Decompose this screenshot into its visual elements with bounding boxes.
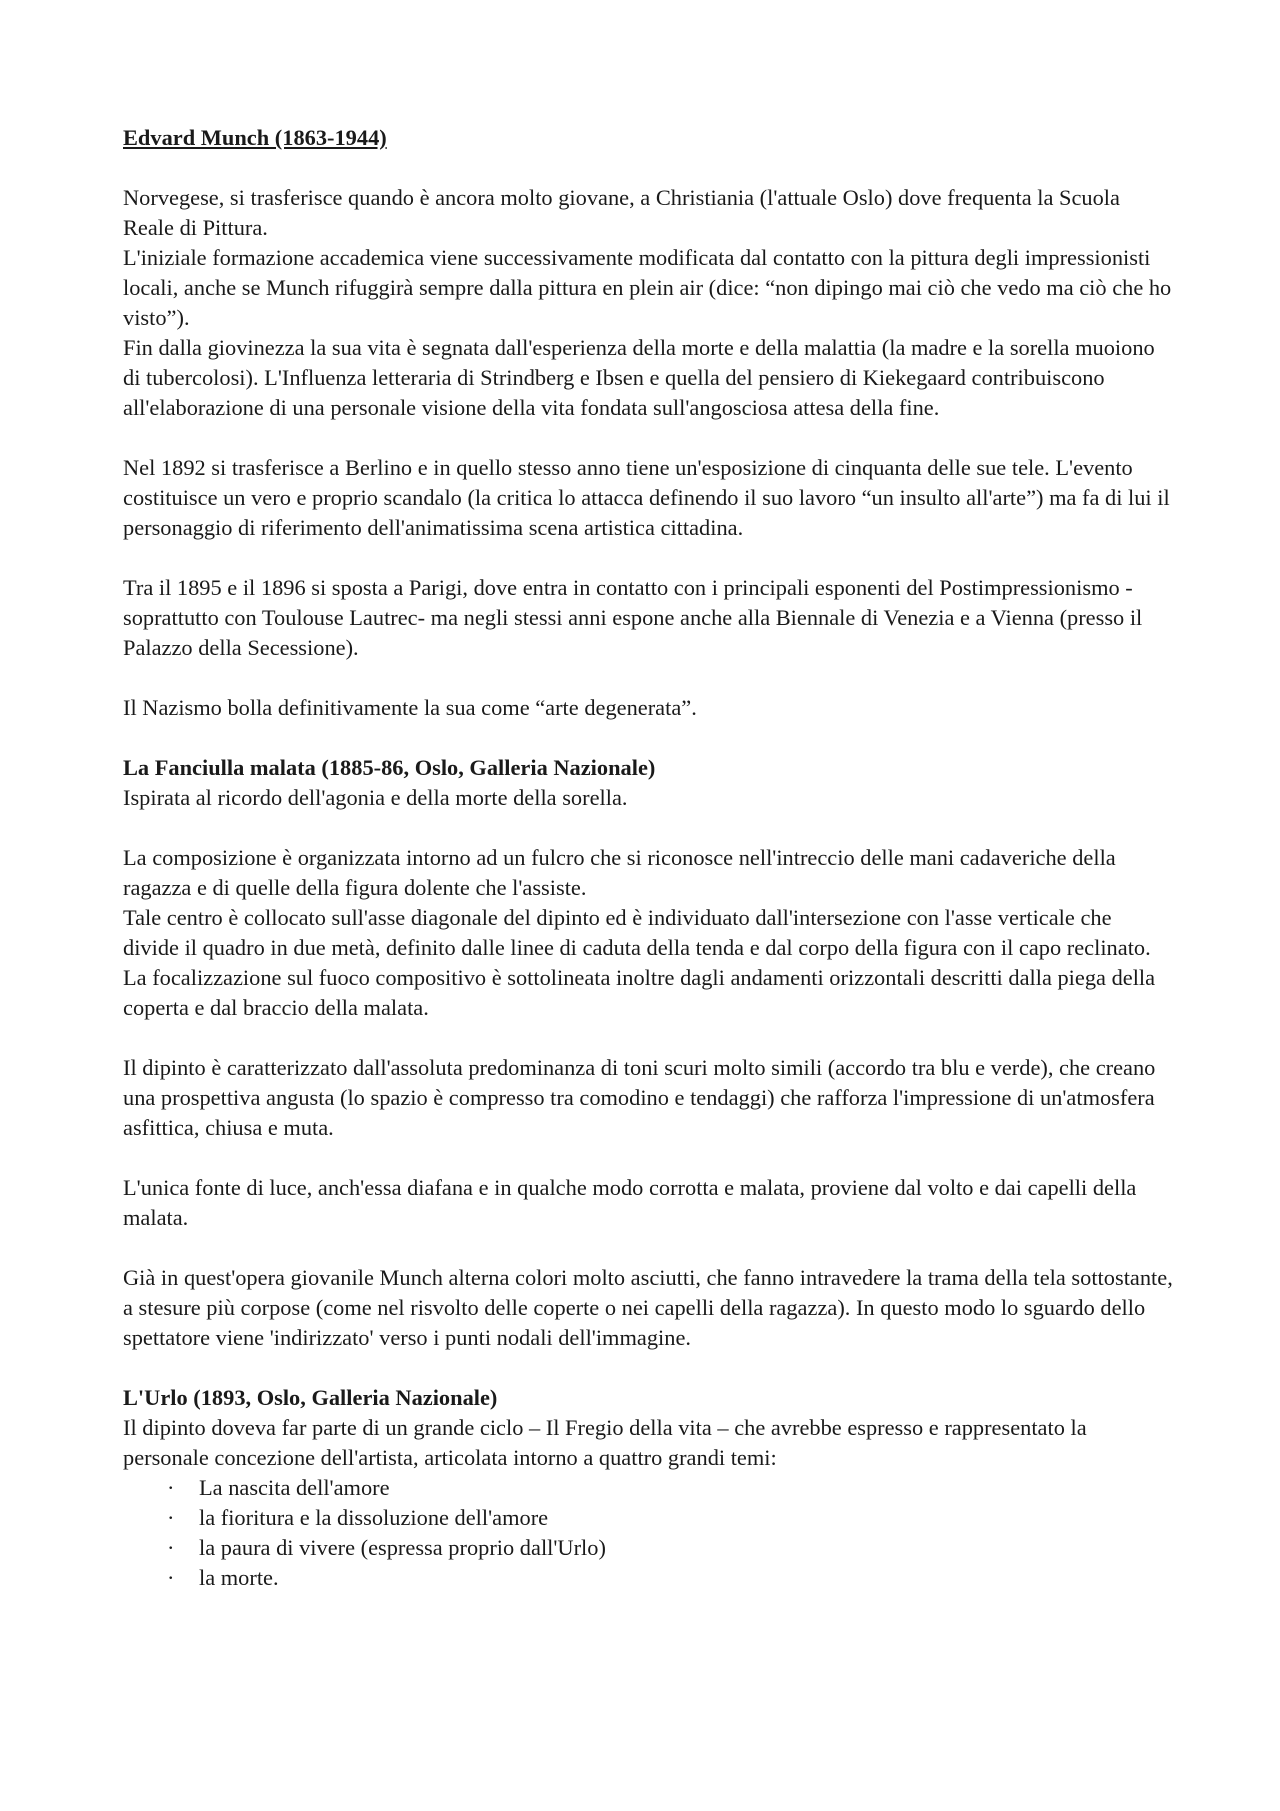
paragraph: Il dipinto doveva far parte di un grande ciclo – Il Fregio della vita – che avrebbe espresso e rappresentato la personale concezione dell'artista, articolata intorno a quattro grandi temi: — [123, 1415, 1087, 1470]
list-item: · la paura di vivere (espressa proprio dall'Urlo) — [165, 1533, 1173, 1563]
section-heading-fanciulla: La Fanciulla malata (1885-86, Oslo, Galleria Nazionale) — [123, 755, 656, 780]
paragraph: Norvegese, si trasferisce quando è ancora molto giovane, a Christiania (l'attuale Oslo) dove frequenta la Scuola Reale di Pittura. — [123, 185, 1120, 240]
paragraph: La composizione è organizzata intorno ad un fulcro che si riconosce nell'intreccio delle mani cadaveriche della ragazza e di quelle della figura dolente che l'assiste. — [123, 845, 1116, 900]
paragraph: Nel 1892 si trasferisce a Berlino e in quello stesso anno tiene un'esposizione di cinquanta delle sue tele. L'evento costituisce un vero e proprio scandalo (la critica lo attacca definendo il suo lavoro “un insulto all'arte”) ma fa di lui il personaggio di riferimento dell'animatissima scena artistica cittadina. — [123, 455, 1170, 540]
section-heading-urlo: L'Urlo (1893, Oslo, Galleria Nazionale) — [123, 1385, 498, 1410]
document-page — [123, 123, 1173, 1593]
paragraph: Il Nazismo bolla definitivamente la sua come “arte degenerata”. — [123, 695, 697, 720]
paragraph: Tale centro è collocato sull'asse diagonale del dipinto ed è individuato dall'intersezione con l'asse verticale che divide il quadro in due metà, definito dalle linee di caduta della tenda e dal corpo della figura con il capo reclinato. — [123, 905, 1151, 960]
list-item: · la fioritura e la dissoluzione dell'amore — [165, 1503, 1173, 1533]
paragraph: L'unica fonte di luce, anch'essa diafana e in qualche modo corrotta e malata, proviene dal volto e dai capelli della malata. — [123, 1175, 1137, 1230]
list-item: · La nascita dell'amore — [165, 1473, 1173, 1503]
document-title: Edvard Munch (1863-1944) — [123, 125, 387, 150]
paragraph: Il dipinto è caratterizzato dall'assoluta predominanza di toni scuri molto simili (accordo tra blu e verde), che creano una prospettiva angusta (lo spazio è compresso tra comodino e tendaggi) che rafforza l'impressione di un'atmosfera asfittica, chiusa e muta. — [123, 1055, 1156, 1140]
paragraph: Fin dalla giovinezza la sua vita è segnata dall'esperienza della morte e della malattia (la madre e la sorella muoiono di tubercolosi). L'Influenza letteraria di Strindberg e Ibsen e quella del pensiero di Kiekegaard contribuiscono all'elaborazione di una personale visione della vita fondata sull'angosciosa attesa della fine. — [123, 335, 1155, 420]
paragraph: Già in quest'opera giovanile Munch alterna colori molto asciutti, che fanno intravedere la trama della tela sottostante, a stesure più corpose (come nel risvolto delle coperte o nei capelli della ragazza). In questo modo lo sguardo dello spettatore viene 'indirizzato' verso i punti nodali dell'immagine. — [123, 1265, 1173, 1350]
paragraph: Tra il 1895 e il 1896 si sposta a Parigi, dove entra in contatto con i principali esponenti del Postimpressionismo -soprattutto con Toulouse Lautrec- ma negli stessi anni espone anche alla Biennale di Venezia e a Vienna (presso il Palazzo della Secessione). — [123, 575, 1143, 660]
paragraph: L'iniziale formazione accademica viene successivamente modificata dal contatto con la pittura degli impressionisti locali, anche se Munch rifuggirà sempre dalla pittura en plein air (dice: “non dipingo mai ciò che vedo ma ciò che ho visto”). — [123, 245, 1172, 330]
paragraph: La focalizzazione sul fuoco compositivo è sottolineata inoltre dagli andamenti orizzontali descritti dalla piega della coperta e dal braccio della malata. — [123, 965, 1156, 1020]
list-item: · la morte. — [165, 1563, 1173, 1593]
themes-list — [123, 1473, 1173, 1593]
paragraph: Ispirata al ricordo dell'agonia e della morte della sorella. — [123, 785, 628, 810]
